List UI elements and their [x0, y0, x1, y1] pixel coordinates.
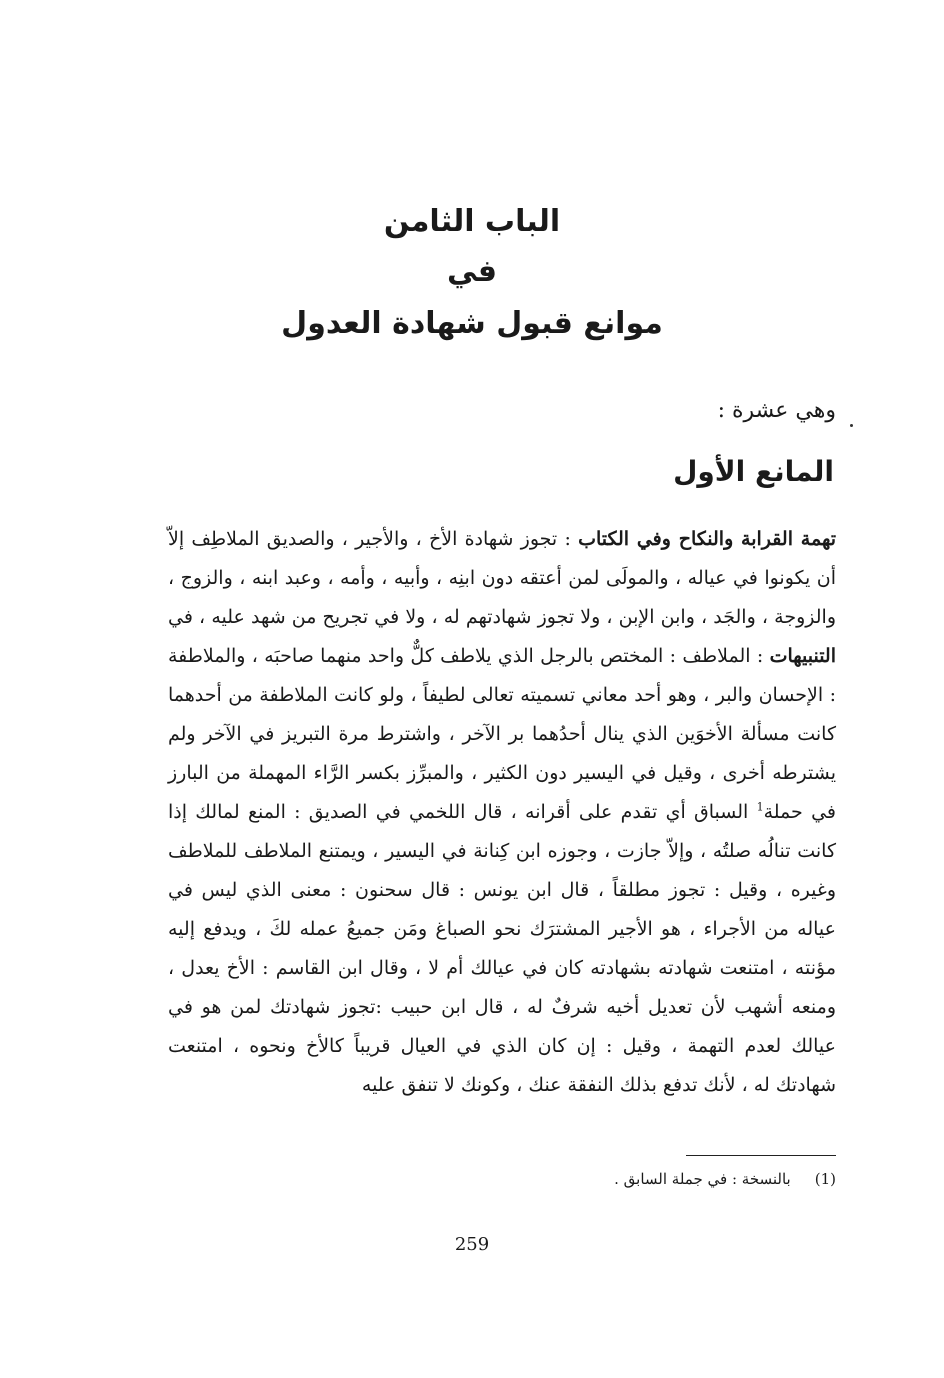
margin-dot [850, 424, 853, 427]
paragraph-term: التنبيهات [769, 645, 836, 667]
paragraph-lead: تهمة القرابة والنكاح وفي الكتاب [578, 528, 836, 550]
section-heading: المانع الأول [673, 455, 834, 488]
chapter-title: الباب الثامن [383, 204, 561, 239]
page-number: 259 [454, 1234, 490, 1255]
paragraph-text [168, 520, 836, 1105]
chapter-subtitle: موانع قبول شهادة العدول [281, 306, 663, 341]
footnote-text: بالنسخة : في جملة السابق . [614, 1170, 791, 1188]
footnote-number: (1) [814, 1170, 836, 1188]
paragraph-part-2: : الملاطف : المختص بالرجل الذي يلاطف كلٌّ واحد منهما صاحبَه ، والملاطفة : الإحسان والبر ، وهو أحد معاني تسميته تعالى لطيفاً ، ولو كانت الملاطفة من أحدهما كانت مسألة الأخوَين الذي ينال أحدُهما بر الآخر ، واشترط مرة التبريز في الآخر ولم يشترطه أخرى ، وقيل في اليسير دون الكثير ، والمبرِّز بكسر الرَّاء المهملة من البارز في حملة [168, 645, 836, 823]
chapter-title-block [0, 200, 944, 348]
body-paragraph [168, 520, 836, 1105]
footnote-divider [686, 1155, 836, 1156]
chapter-connector: في [447, 254, 497, 289]
intro-line: وهي عشرة : [717, 398, 836, 423]
paragraph-part-3: السباق أي تقدم على أقرانه ، قال اللخمي في الصديق : المنع لمالك إذا كانت تنالُه صلتُه ، وإلاّ جازت ، وجوزه ابن كِنانة في اليسير ، ويمتنع الملاطف للملاطف وغيره ، وقيل : تجوز مطلقاً ، قال ابن يونس : قال سحنون : معنى الذي ليس في عياله من الأجراء ، هو الأجير المشترَك نحو الصباغ ومَن جميعُ عمله لكَ ، ويدفع إليه مؤنته ، امتنعت شهادته بشهادته كان في عيالك أم لا ، وقال ابن القاسم : الأخ يعدل ، ومنعه أشهب لأن تعديل أخيه شرفٌ له ، قال ابن حبيب :تجوز شهادتك لمن هو في عيالك لعدم التهمة ، وقيل : إن كان الذي في العيال قريباً كالأخ ونحوه ، امتنعت شهادتك له ، لأنك تدفع بذلك النفقة عنك ، وكونك لا تنفق عليه [168, 801, 836, 1096]
footnote [176, 1166, 836, 1192]
footnote-reference: 1 [756, 800, 764, 814]
paragraph-part-1: : تجوز شهادة الأخ ، والأجير ، والصديق الملاطِف إلاّ أن يكونوا في عياله ، والمولَى لمن أعتقه دون ابنِه ، وأبيه ، وأمه ، وعبد ابنه ، والزوج ، والزوجة ، والجَد ، وابن الإبن ، ولا تجوز شهادتهم له ، ولا في تجريح من شهد عليه ، في [168, 528, 836, 628]
